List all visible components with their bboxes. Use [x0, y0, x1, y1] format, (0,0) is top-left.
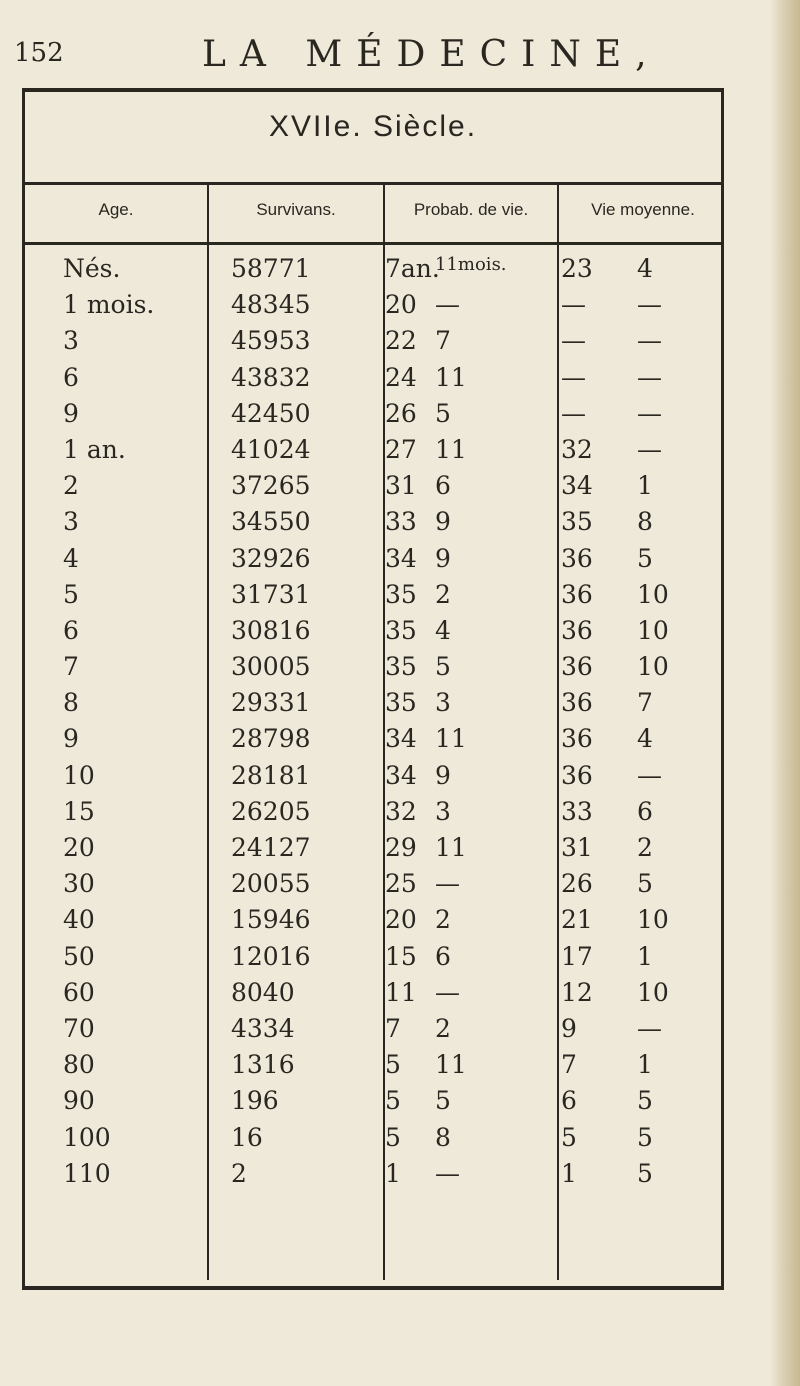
- moyenne-years-cell: 36: [561, 579, 593, 609]
- table-row: [25, 395, 721, 431]
- page-number: 152: [14, 38, 64, 68]
- moyenne-months-cell: 1: [637, 941, 653, 971]
- moyenne-years-cell: 9: [561, 1013, 577, 1043]
- probab-years-cell: 32: [385, 796, 417, 826]
- moyenne-years-cell: 33: [561, 796, 593, 826]
- probab-months-cell: 11: [435, 362, 467, 392]
- col-head-vie-moyenne: Vie moyenne.: [591, 200, 695, 219]
- probab-months-cell: —: [435, 977, 460, 1007]
- moyenne-years-cell: 31: [561, 833, 593, 862]
- moyenne-years-cell: 7: [561, 1050, 577, 1080]
- probab-months-cell: —: [435, 869, 460, 899]
- probab-years-cell: 34: [385, 724, 417, 754]
- table-row: [25, 322, 721, 358]
- moyenne-months-cell: 10: [637, 615, 669, 645]
- probab-years-cell: 7an.: [385, 254, 440, 283]
- probab-months-cell: 9: [435, 507, 451, 537]
- moyenne-months-cell: 10: [637, 905, 669, 935]
- moyenne-years-cell: 23: [561, 254, 593, 283]
- table-row: [25, 829, 721, 865]
- probab-years-cell: 35: [385, 615, 417, 645]
- moyenne-months-cell: —: [637, 434, 662, 464]
- moyenne-years-cell: 32: [561, 434, 593, 464]
- probab-months-cell: 11: [435, 724, 467, 754]
- moyenne-months-cell: 5: [637, 1158, 653, 1188]
- probab-years-cell: 5: [385, 1122, 401, 1152]
- table-frame: [22, 88, 724, 1290]
- moyenne-months-cell: 4: [637, 724, 653, 754]
- age-cell: 110: [63, 1158, 111, 1188]
- survivans-cell: 34550: [231, 507, 311, 537]
- survivans-cell: 26205: [231, 796, 311, 826]
- table-row: [25, 250, 721, 286]
- moyenne-years-cell: —: [561, 290, 586, 320]
- age-cell: 9: [63, 398, 79, 428]
- table-row: [25, 359, 721, 395]
- probab-years-cell: 35: [385, 688, 417, 718]
- moyenne-years-cell: 34: [561, 471, 593, 501]
- age-cell: 9: [63, 724, 79, 754]
- age-cell: 80: [63, 1050, 95, 1080]
- moyenne-months-cell: 8: [637, 507, 653, 537]
- survivans-cell: 196: [231, 1086, 279, 1116]
- moyenne-months-cell: 2: [637, 833, 653, 862]
- probab-months-cell: 11: [435, 434, 467, 464]
- moyenne-years-cell: 1: [561, 1158, 577, 1188]
- age-cell: 70: [63, 1013, 95, 1043]
- table-row: [25, 1010, 721, 1046]
- probab-years-cell: 15: [385, 941, 417, 971]
- table-row: [25, 974, 721, 1010]
- table-row: [25, 1046, 721, 1082]
- running-head: [14, 30, 714, 80]
- probab-years-cell: 27: [385, 434, 417, 464]
- survivans-cell: 37265: [231, 471, 311, 501]
- survivans-cell: 1316: [231, 1050, 295, 1080]
- col-head-survivans: Survivans.: [256, 200, 336, 219]
- age-cell: 1 an.: [63, 434, 126, 464]
- probab-years-cell: 7: [385, 1013, 401, 1043]
- moyenne-years-cell: 5: [561, 1122, 577, 1152]
- age-cell: 40: [63, 905, 95, 935]
- moyenne-months-cell: —: [637, 326, 662, 356]
- moyenne-years-cell: 36: [561, 760, 593, 790]
- moyenne-months-cell: —: [637, 362, 662, 392]
- table-body: [25, 250, 721, 1191]
- survivans-cell: 32926: [231, 543, 311, 573]
- survivans-cell: 30005: [231, 652, 311, 682]
- survivans-cell: 45953: [231, 326, 311, 356]
- moyenne-months-cell: —: [637, 1013, 662, 1043]
- table-row: [25, 684, 721, 720]
- age-cell: 2: [63, 471, 79, 501]
- age-cell: 10: [63, 760, 95, 790]
- probab-months-cell: 5: [435, 1086, 451, 1116]
- probab-years-cell: 20: [385, 905, 417, 935]
- probab-years-cell: 1: [385, 1158, 401, 1188]
- moyenne-months-cell: 1: [637, 1050, 653, 1080]
- table-row: [25, 540, 721, 576]
- table-row: [25, 865, 721, 901]
- probab-months-cell: 2: [435, 1013, 451, 1043]
- survivans-cell: 41024: [231, 434, 311, 464]
- probab-months-cell: —: [435, 290, 460, 320]
- probab-years-cell: 11: [385, 977, 417, 1007]
- survivans-cell: 2: [231, 1158, 247, 1188]
- moyenne-months-cell: 10: [637, 652, 669, 682]
- table-row: [25, 503, 721, 539]
- moyenne-months-cell: 5: [637, 869, 653, 899]
- moyenne-years-cell: —: [561, 326, 586, 356]
- age-cell: Nés.: [63, 254, 121, 283]
- table-row: [25, 793, 721, 829]
- age-cell: 1 mois.: [63, 290, 155, 320]
- survivans-cell: 29331: [231, 688, 311, 718]
- table-row: [25, 720, 721, 756]
- survivans-cell: 30816: [231, 615, 311, 645]
- probab-months-cell: 2: [435, 905, 451, 935]
- probab-years-cell: 5: [385, 1086, 401, 1116]
- survivans-cell: 28181: [231, 760, 311, 790]
- survivans-cell: 58771: [231, 254, 311, 283]
- age-cell: 30: [63, 869, 95, 899]
- probab-years-cell: 34: [385, 760, 417, 790]
- survivans-cell: 24127: [231, 833, 311, 862]
- age-cell: 7: [63, 652, 79, 682]
- probab-months-cell: 5: [435, 398, 451, 428]
- probab-months-cell: 5: [435, 652, 451, 682]
- moyenne-months-cell: 5: [637, 1122, 653, 1152]
- probab-years-cell: 5: [385, 1050, 401, 1080]
- table-row: [25, 431, 721, 467]
- table-row: [25, 612, 721, 648]
- probab-years-cell: 35: [385, 652, 417, 682]
- moyenne-years-cell: 26: [561, 869, 593, 899]
- moyenne-years-cell: 36: [561, 615, 593, 645]
- moyenne-months-cell: 1: [637, 471, 653, 501]
- table-row: [25, 757, 721, 793]
- probab-months-cell: 11: [435, 833, 467, 862]
- moyenne-months-cell: 7: [637, 688, 653, 718]
- probab-years-cell: 22: [385, 326, 417, 356]
- col-head-age: Age.: [98, 200, 134, 219]
- table-row: [25, 1119, 721, 1155]
- moyenne-months-cell: —: [637, 290, 662, 320]
- survivans-cell: 12016: [231, 941, 311, 971]
- survivans-cell: 8040: [231, 977, 295, 1007]
- rule-header: [25, 242, 721, 245]
- moyenne-years-cell: 36: [561, 688, 593, 718]
- survivans-cell: 20055: [231, 869, 311, 899]
- moyenne-months-cell: —: [637, 760, 662, 790]
- moyenne-years-cell: 36: [561, 543, 593, 573]
- table-row: [25, 1082, 721, 1118]
- moyenne-years-cell: 36: [561, 724, 593, 754]
- table-title: XVIIe. Siècle.: [268, 110, 478, 143]
- moyenne-years-cell: 17: [561, 941, 593, 971]
- moyenne-months-cell: 4: [637, 254, 653, 283]
- probab-months-cell: 3: [435, 796, 451, 826]
- age-cell: 20: [63, 833, 95, 862]
- probab-months-cell: 8: [435, 1122, 451, 1152]
- age-cell: 6: [63, 362, 79, 392]
- probab-years-cell: 31: [385, 471, 417, 501]
- age-cell: 60: [63, 977, 95, 1007]
- table-row: [25, 467, 721, 503]
- probab-months-cell: 2: [435, 579, 451, 609]
- survivans-cell: 15946: [231, 905, 311, 935]
- col-head-probab: Probab. de vie.: [413, 200, 529, 219]
- table-row: [25, 938, 721, 974]
- moyenne-months-cell: —: [637, 398, 662, 428]
- moyenne-months-cell: 5: [637, 543, 653, 573]
- running-title: LA MÉDECINE,: [202, 34, 661, 75]
- probab-months-cell: 6: [435, 471, 451, 501]
- probab-months-cell: 9: [435, 760, 451, 790]
- age-cell: 8: [63, 688, 79, 718]
- age-cell: 90: [63, 1086, 95, 1116]
- probab-years-cell: 34: [385, 543, 417, 573]
- moyenne-months-cell: 10: [637, 579, 669, 609]
- moyenne-years-cell: —: [561, 398, 586, 428]
- probab-months-cell: 11mois.: [435, 254, 507, 275]
- moyenne-months-cell: 10: [637, 977, 669, 1007]
- probab-years-cell: 33: [385, 507, 417, 537]
- moyenne-months-cell: 6: [637, 796, 653, 826]
- survivans-cell: 48345: [231, 290, 311, 320]
- moyenne-years-cell: 36: [561, 652, 593, 682]
- probab-years-cell: 24: [385, 362, 417, 392]
- survivans-cell: 42450: [231, 398, 311, 428]
- moyenne-months-cell: 5: [637, 1086, 653, 1116]
- probab-months-cell: 4: [435, 615, 451, 645]
- age-cell: 3: [63, 326, 79, 356]
- age-cell: 3: [63, 507, 79, 537]
- table-row: [25, 901, 721, 937]
- probab-months-cell: 7: [435, 326, 451, 356]
- probab-months-cell: 6: [435, 941, 451, 971]
- probab-years-cell: 29: [385, 833, 417, 862]
- table-row: [25, 286, 721, 322]
- age-cell: 100: [63, 1122, 111, 1152]
- table-row: [25, 1155, 721, 1191]
- survivans-cell: 31731: [231, 579, 311, 609]
- survivans-cell: 28798: [231, 724, 311, 754]
- moyenne-years-cell: 12: [561, 977, 593, 1007]
- age-cell: 5: [63, 579, 79, 609]
- table-row: [25, 648, 721, 684]
- moyenne-years-cell: 6: [561, 1086, 577, 1116]
- age-cell: 15: [63, 796, 95, 826]
- probab-months-cell: 11: [435, 1050, 467, 1080]
- moyenne-years-cell: —: [561, 362, 586, 392]
- moyenne-years-cell: 21: [561, 905, 593, 935]
- age-cell: 6: [63, 615, 79, 645]
- table-row: [25, 576, 721, 612]
- probab-years-cell: 25: [385, 869, 417, 899]
- probab-months-cell: 9: [435, 543, 451, 573]
- probab-months-cell: —: [435, 1158, 460, 1188]
- probab-years-cell: 35: [385, 579, 417, 609]
- page-edge-shadow: [770, 0, 800, 1386]
- probab-years-cell: 26: [385, 398, 417, 428]
- survivans-cell: 43832: [231, 362, 311, 392]
- age-cell: 4: [63, 543, 79, 573]
- survivans-cell: 4334: [231, 1013, 295, 1043]
- moyenne-years-cell: 35: [561, 507, 593, 537]
- rule-top: [25, 182, 721, 185]
- survivans-cell: 16: [231, 1122, 263, 1152]
- age-cell: 50: [63, 941, 95, 971]
- probab-months-cell: 3: [435, 688, 451, 718]
- probab-years-cell: 20: [385, 290, 417, 320]
